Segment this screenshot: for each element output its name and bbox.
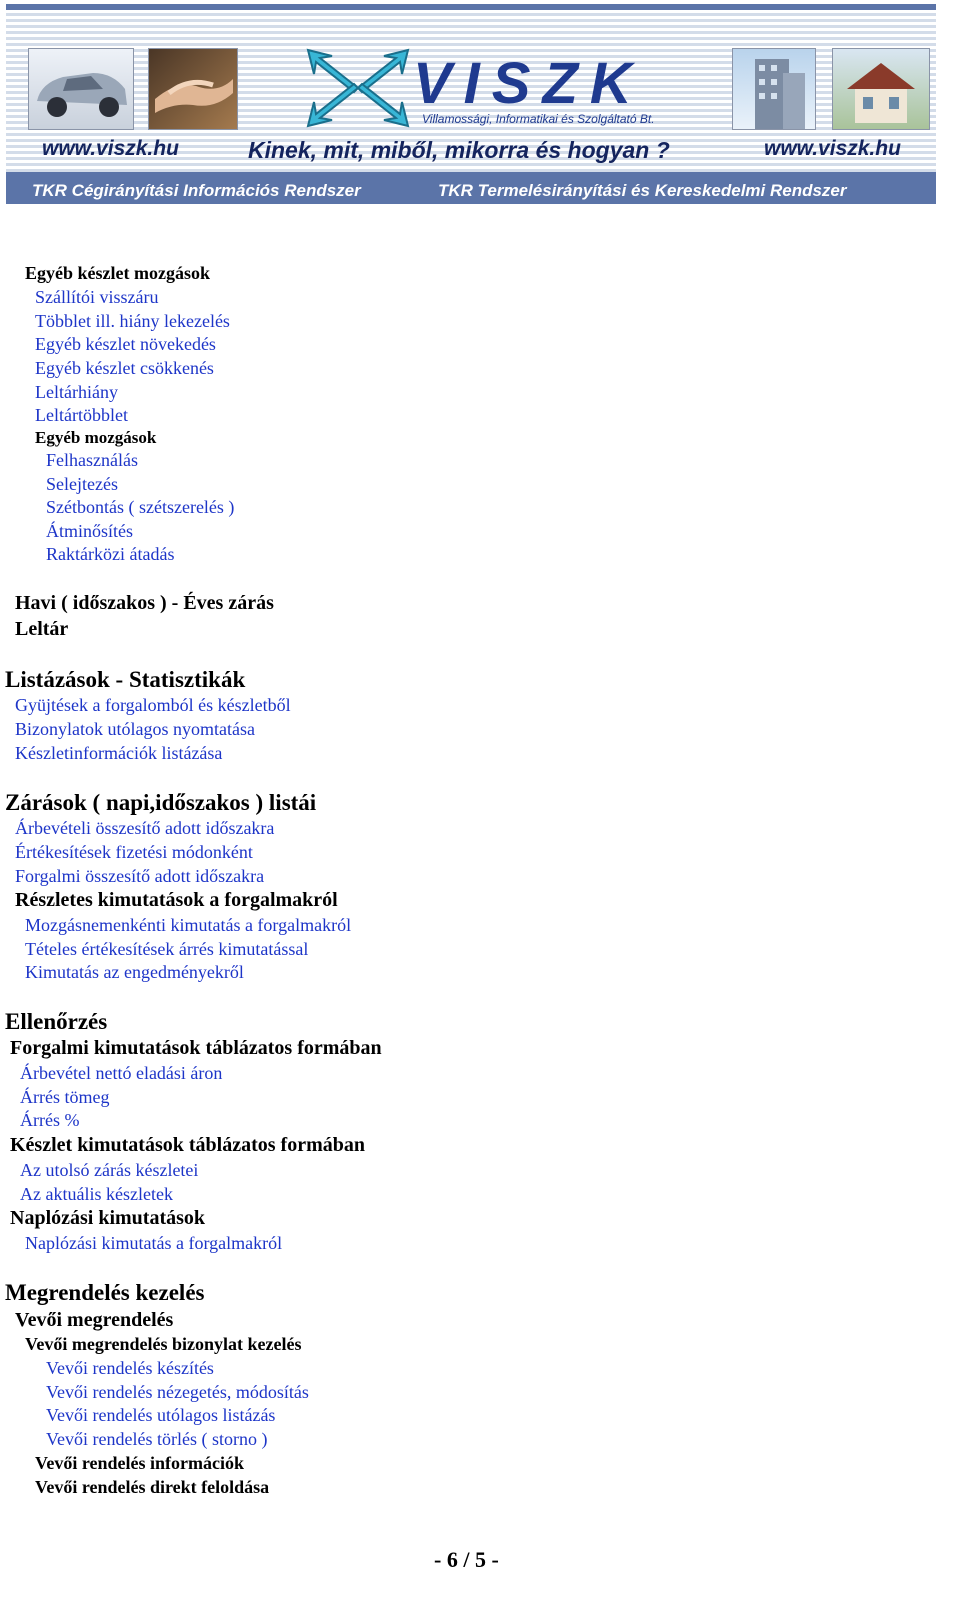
handshake-photo (148, 48, 238, 130)
link-szetbontas[interactable]: Szétbontás ( szétszerelés ) (46, 497, 235, 517)
url-left: www.viszk.hu (42, 137, 179, 160)
logo-text: VISZK (413, 51, 644, 116)
heading-rendeles-informaciok: Vevői rendelés információk (35, 1453, 244, 1473)
slogan: Kinek, mit, miből, mikorra és hogyan ? (248, 137, 670, 163)
link-naplozasi-kimutatas[interactable]: Naplózási kimutatás a forgalmakról (25, 1233, 283, 1253)
link-arres-tomeg[interactable]: Árrés tömeg (20, 1087, 110, 1107)
banner-top-stripe (6, 4, 936, 10)
building-photo (732, 48, 816, 130)
strip-left-text: TKR Cégirányítási Információs Rendszer (32, 181, 361, 200)
link-raktarkozi-atadas[interactable]: Raktárközi átadás (46, 544, 175, 564)
heading-zarasok: Zárások ( napi,időszakos ) listái (5, 790, 317, 815)
link-selejtezes[interactable]: Selejtezés (46, 474, 118, 494)
viszk-logo-icon (306, 48, 410, 133)
link-atminosites[interactable]: Átminősítés (46, 521, 134, 541)
heading-naplozasi-kimutatasok: Naplózási kimutatások (10, 1207, 206, 1229)
heading-listazasok: Listázások - Statisztikák (5, 667, 246, 692)
page-number: - 6 / 5 - (434, 1547, 499, 1572)
link-arbevetel-netto[interactable]: Árbevétel nettó eladási áron (20, 1063, 223, 1083)
link-utolso-zaras-keszletei[interactable]: Az utolsó zárás készletei (20, 1160, 199, 1180)
house-photo (832, 48, 930, 130)
link-rendeles-keszites[interactable]: Vevői rendelés készítés (46, 1358, 214, 1378)
link-rendeles-nezegetes[interactable]: Vevői rendelés nézegetés, módosítás (46, 1382, 309, 1402)
link-egyeb-keszlet-csokkenes[interactable]: Egyéb készlet csökkenés (35, 358, 214, 378)
url-right: www.viszk.hu (764, 137, 901, 160)
link-teteles-ertekesitesek[interactable]: Tételes értékesítések árrés kimutatással (25, 939, 309, 959)
logo-subtitle: Villamossági, Informatikai és Szolgáltató Bt. (422, 112, 655, 126)
link-tobblet-hiany[interactable]: Többlet ill. hiány lekezelés (35, 311, 230, 331)
car-photo (28, 48, 134, 130)
link-mozgasnemenkenti[interactable]: Mozgásnemenkénti kimutatás a forgalmakról (25, 915, 352, 935)
link-felhasznalas[interactable]: Felhasználás (46, 450, 138, 470)
link-keszletinformaciok[interactable]: Készletinformációk listázása (15, 743, 223, 763)
link-egyeb-keszlet-novekedes[interactable]: Egyéb készlet növekedés (35, 334, 216, 354)
link-engedmenyek[interactable]: Kimutatás az engedményekről (25, 962, 244, 982)
heading-bizonylat-kezeles: Vevői megrendelés bizonylat kezelés (25, 1334, 302, 1354)
heading-rendeles-direkt-feloldasa: Vevői rendelés direkt feloldása (35, 1477, 270, 1497)
heading-egyeb-keszlet: Egyéb készlet mozgások (25, 263, 210, 283)
link-ertekesitesek-fizetesi[interactable]: Értékesítések fizetési módonként (15, 842, 253, 862)
link-leltarhiany[interactable]: Leltárhiány (35, 382, 118, 402)
link-szallitoi-visszaru[interactable]: Szállítói visszáru (35, 287, 159, 307)
heading-vevoi-megrendeles: Vevői megrendelés (15, 1309, 174, 1331)
heading-forgalmi-kimutatasok: Forgalmi kimutatások táblázatos formában (10, 1037, 382, 1059)
link-rendeles-torles[interactable]: Vevői rendelés törlés ( storno ) (46, 1429, 268, 1449)
link-aktualis-keszletek[interactable]: Az aktuális készletek (20, 1184, 173, 1204)
link-rendeles-listazas[interactable]: Vevői rendelés utólagos listázás (46, 1405, 276, 1425)
strip-right-text: TKR Termelésirányítási és Kereskedelmi Rendszer (438, 181, 847, 200)
heading-egyeb-mozgasok: Egyéb mozgások (35, 428, 157, 447)
link-gyujtesek[interactable]: Gyüjtések a forgalomból és készletből (15, 695, 291, 715)
link-arbeveteli-osszesito[interactable]: Árbevételi összesítő adott időszakra (15, 818, 275, 838)
header-banner (6, 4, 936, 204)
heading-leltar: Leltár (15, 618, 69, 640)
heading-reszletes-kimutatasok: Részletes kimutatások a forgalmakról (15, 889, 338, 911)
heading-havi-zaras: Havi ( időszakos ) - Éves zárás (15, 592, 274, 614)
link-bizonylatok-nyomtatasa[interactable]: Bizonylatok utólagos nyomtatása (15, 719, 255, 739)
heading-keszlet-kimutatasok: Készlet kimutatások táblázatos formában (10, 1134, 365, 1156)
heading-ellenorzes: Ellenőrzés (5, 1009, 108, 1034)
link-forgalmi-osszesito[interactable]: Forgalmi összesítő adott időszakra (15, 866, 265, 886)
link-leltartobblet[interactable]: Leltártöbblet (35, 405, 128, 425)
heading-megrendeles-kezeles: Megrendelés kezelés (5, 1280, 205, 1305)
link-arres-szazalek[interactable]: Árrés % (20, 1110, 80, 1130)
